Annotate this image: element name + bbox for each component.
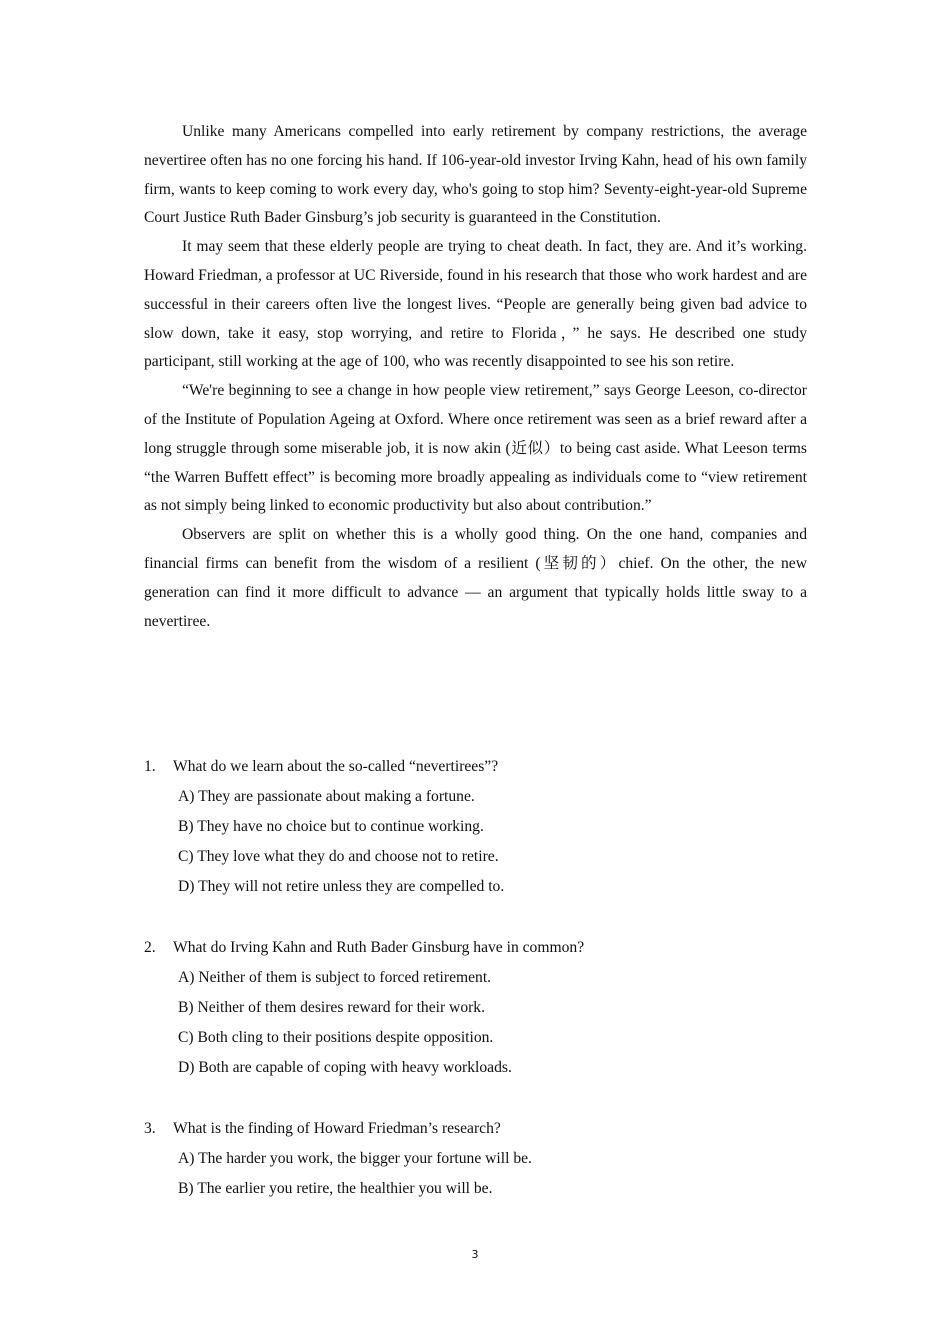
page-number: 3 [471, 1248, 479, 1261]
option-d: D) Both are capable of coping with heavy workloads. [178, 1059, 512, 1076]
reading-passage [144, 118, 807, 636]
option-a: A) Neither of them is subject to forced retirement. [178, 969, 492, 986]
option-c: C) Both cling to their positions despite opposition. [178, 1029, 494, 1046]
question-number: 2. [144, 939, 156, 956]
question-number: 1. [144, 758, 156, 775]
option-b: B) They have no choice but to continue working. [178, 818, 484, 835]
paragraph: It may seem that these elderly people are trying to cheat death. In fact, they are. And it’s working. Howard Friedman, a professor at UC Riverside, found in his research that those who work hardest and are successful in their careers often live the longest lives. “People are generally being given bad advice to slow down, take it easy, stop worrying, and retire to Florida，” he says. He described one study participant, still working at the age of 100, who was recently disappointed to see his son retire. [144, 238, 807, 371]
option-a: A) They are passionate about making a fortune. [178, 788, 475, 805]
paragraph: Observers are split on whether this is a wholly good thing. On the one hand, companies and financial firms can benefit from the wisdom of a resilient (坚韧的）chief. On the other, the new generation can find it more difficult to advance — an argument that typically holds little sway to a nevertiree. [144, 526, 807, 630]
question-number: 3. [144, 1120, 156, 1137]
question-stem: What do we learn about the so-called “nevertirees”? [173, 758, 499, 775]
question-stem: What do Irving Kahn and Ruth Bader Ginsburg have in common? [173, 939, 585, 956]
paragraph: Unlike many Americans compelled into early retirement by company restrictions, the average nevertiree often has no one forcing his hand. If 106-year-old investor Irving Kahn, head of his own family firm, wants to keep coming to work every day, who's going to stop him? Seventy-eight-year-old Supreme Court Justice Ruth Bader Ginsburg’s job security is guaranteed in the Constitution. [144, 123, 807, 227]
option-b: B) Neither of them desires reward for their work. [178, 999, 486, 1016]
option-a: A) The harder you work, the bigger your fortune will be. [178, 1150, 532, 1167]
option-d: D) They will not retire unless they are compelled to. [178, 878, 505, 895]
question-list [144, 752, 807, 1235]
option-b: B) The earlier you retire, the healthier you will be. [178, 1180, 493, 1197]
question-3 [144, 1114, 807, 1204]
question-stem: What is the finding of Howard Friedman’s research? [173, 1120, 501, 1137]
option-c: C) They love what they do and choose not to retire. [178, 848, 499, 865]
paragraph: “We're beginning to see a change in how people view retirement,” says George Leeson, co-director of the Institute of Population Ageing at Oxford. Where once retirement was seen as a brief reward after a long struggle through some miserable job, it is now akin (近似）to being cast aside. What Leeson terms “the Warren Buffett effect” is becoming more broadly appealing as individuals come to “view retirement as not simply being linked to economic productivity but also about contribution.” [144, 382, 807, 515]
question-1 [144, 752, 807, 902]
question-2 [144, 933, 807, 1083]
